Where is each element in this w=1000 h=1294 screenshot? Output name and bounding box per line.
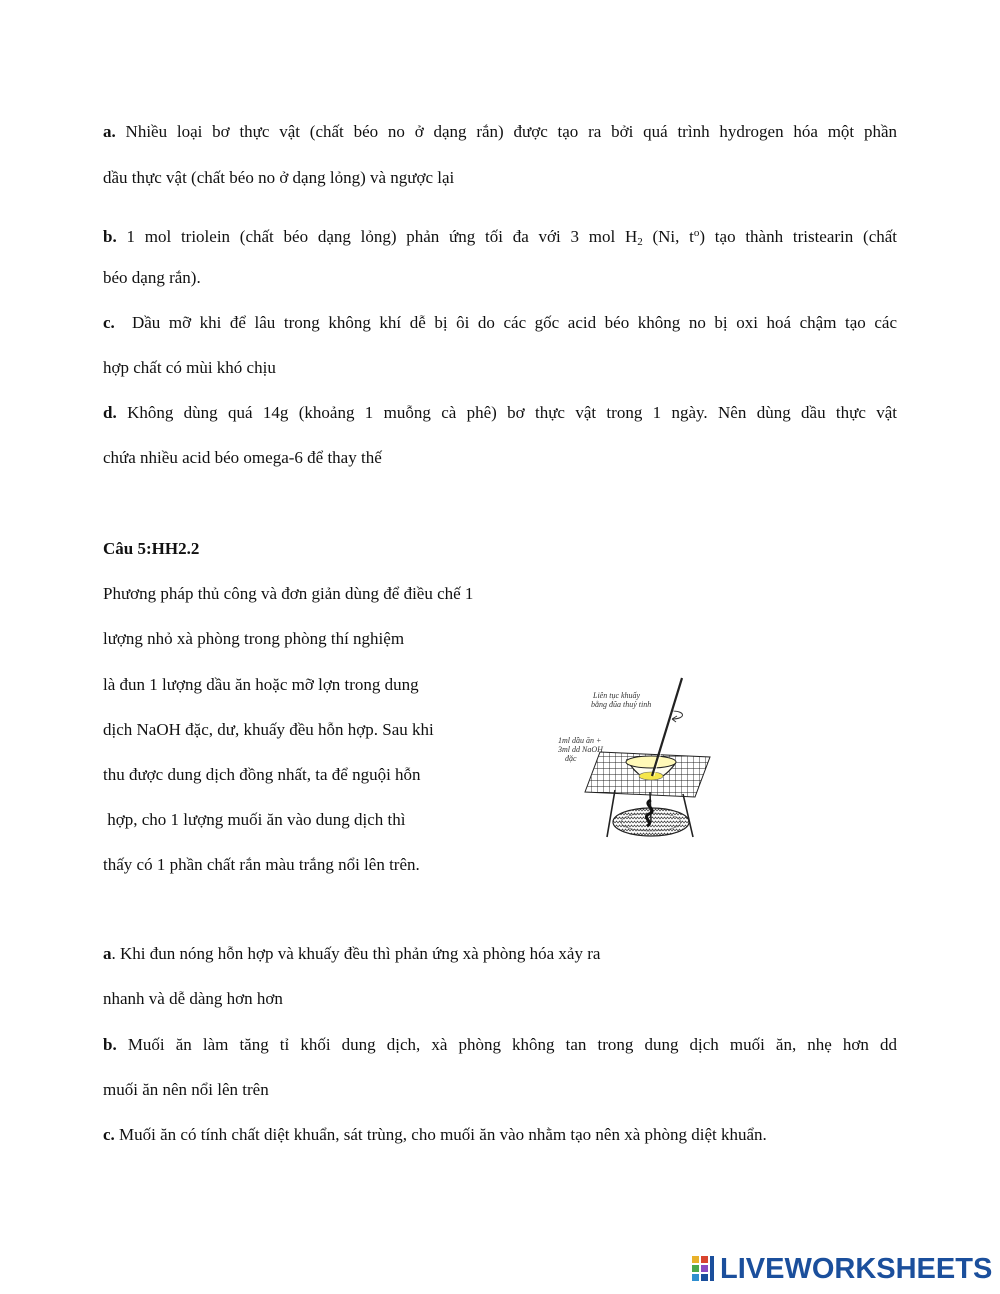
q5-intro-line: lượng nhỏ xà phòng trong phòng thí nghiệm (103, 629, 405, 648)
q4-b-line1: b. 1 mol triolein (chất béo dạng lỏng) phản ứng tối đa với 3 mol $H_2$ (Ni, $t^o$) tạo thành tristearin (chất (103, 227, 898, 248)
q5-b-line2: muối ăn nên nổi lên trên (103, 1080, 269, 1099)
q5-title: Câu 5:HH2.2 (103, 539, 200, 558)
q5-b-line1: b. Muối ăn làm tăng tỉ khối dung dịch, xà phòng không tan trong dung dịch muối ăn, nhẹ hơn dd (103, 1035, 898, 1054)
figure-label-stir-2: bằng đũa thuỷ tinh (591, 700, 652, 709)
q4-b-line2: béo dạng rắn). (103, 268, 201, 287)
q5-a-line2: nhanh và dễ dàng hơn hơn (103, 989, 283, 1008)
q4-d-line2: chứa nhiều acid béo omega-6 để thay thế (103, 448, 382, 467)
figure-label-mix-3: đặc (565, 754, 577, 763)
q5-intro-line: thu được dung dịch đồng nhất, ta để nguội hỗn (103, 765, 421, 784)
q5-intro-line: Phương pháp thủ công và đơn giản dùng để điều chế 1 (103, 584, 474, 603)
q5-intro-line: là đun 1 lượng dầu ăn hoặc mỡ lợn trong dung (103, 675, 419, 694)
figure-label-mix-1: 1ml dầu ăn + (558, 736, 602, 745)
q5-intro-line: hợp, cho 1 lượng muối ăn vào dung dịch thì (103, 810, 406, 829)
q4-a-line2: dầu thực vật (chất béo no ở dạng lỏng) và ngược lại (103, 168, 455, 187)
q4-c-line1: c. Dầu mỡ khi để lâu trong không khí dễ bị ôi do các gốc acid béo không no bị oxi hoá chậm tạo các (103, 313, 898, 332)
q5-intro-line: dịch NaOH đặc, dư, khuấy đều hỗn hợp. Sau khi (103, 720, 434, 739)
q4-c-line2: hợp chất có mùi khó chịu (103, 358, 276, 377)
liveworksheets-logo (692, 1252, 992, 1286)
figure-label-mix-2: 3ml dd NaOH (558, 745, 603, 754)
q4-d-line1: d. Không dùng quá 14g (khoảng 1 muỗng cà phê) bơ thực vật trong 1 ngày. Nên dùng dầu thực vật (103, 403, 898, 422)
q5-c-line1: c. Muối ăn có tính chất diệt khuẩn, sát trùng, cho muối ăn vào nhằm tạo nên xà phòng diệt khuẩn. (103, 1125, 767, 1144)
q5-intro-line: thấy có 1 phần chất rắn màu trắng nổi lên trên. (103, 855, 420, 874)
saponification-apparatus-figure (555, 672, 730, 847)
liveworksheets-logo-icon (692, 1254, 716, 1284)
q4-a-line1: a. Nhiều loại bơ thực vật (chất béo no ở dạng rắn) được tạo ra bởi quá trình hydrogen hóa một phần (103, 122, 897, 141)
liveworksheets-logo-text: LIVEWORKSHEETS (720, 1252, 993, 1285)
q5-a-line1: a. Khi đun nóng hỗn hợp và khuấy đều thì phản ứng xà phòng hóa xảy ra (103, 944, 601, 963)
figure-label-stir-1: Liên tục khuấy (593, 691, 641, 700)
